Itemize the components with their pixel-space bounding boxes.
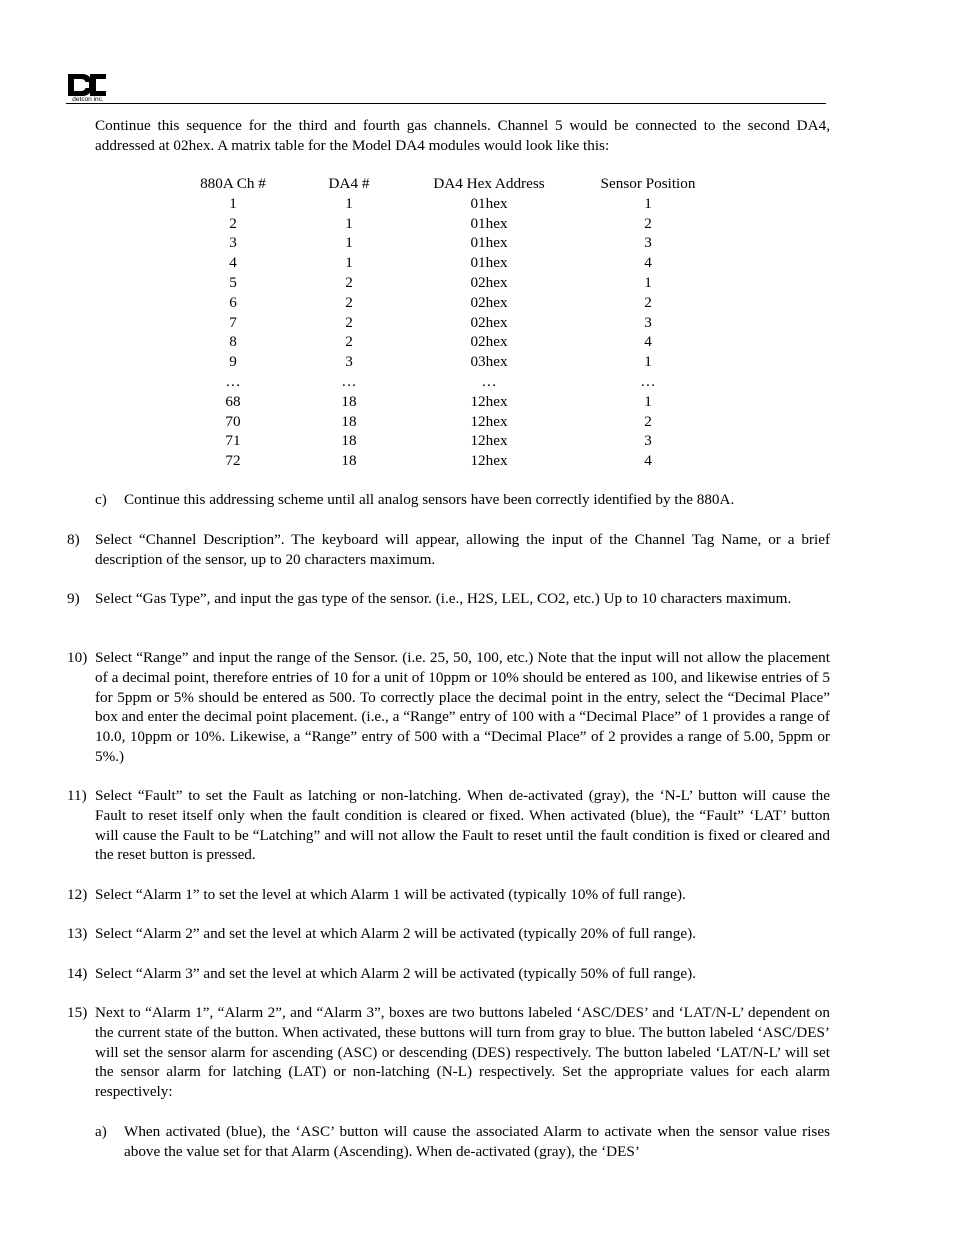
item-number: 11) (67, 787, 87, 804)
table-cell: 2 (229, 214, 237, 232)
item-text: Select “Gas Type”, and input the gas type of the sensor. (i.e., H2S, LEL, CO2, etc.) Up to 10 characters maximum. (95, 590, 792, 607)
table-header-row (178, 174, 728, 194)
table-cell: 01hex (470, 214, 508, 232)
table-cell: 12hex (470, 412, 508, 430)
intro-paragraph: Continue this sequence for the third and fourth gas channels. Channel 5 would be connected to the second DA4, addressed at 02hex. A matrix table for the Model DA4 modules would look like this: (95, 117, 830, 154)
table-cell: … (481, 372, 497, 390)
item-number: 13) (67, 925, 88, 942)
list-item-12 (67, 885, 830, 905)
item-text: Continue this addressing scheme until all analog sensors have been correctly identified by the 880A. (124, 491, 735, 508)
item-number: 9) (67, 590, 80, 607)
table-cell: 1 (345, 234, 353, 252)
item-text: Select “Alarm 3” and set the level at which Alarm 2 will be activated (typically 50% of full range). (95, 965, 696, 982)
table-cell: 8 (229, 333, 237, 351)
table-cell: 3 (644, 234, 652, 252)
table-row (178, 253, 728, 273)
table-cell: 2 (345, 273, 353, 291)
item-number: 8) (67, 531, 80, 548)
table-cell: 18 (341, 432, 357, 450)
table-cell: 12hex (470, 392, 508, 410)
table-body (178, 194, 728, 471)
table-cell: 5 (229, 273, 237, 291)
table-cell: 72 (225, 452, 241, 470)
table-row (178, 372, 728, 392)
item-text: Select “Channel Description”. The keyboard will appear, allowing the input of the Channel Tag Name, or a brief description of the sensor, up to 20 characters maximum. (95, 531, 830, 568)
table-row (178, 332, 728, 352)
table-cell: 18 (341, 412, 357, 430)
table-cell: 01hex (470, 194, 508, 212)
table-cell: 9 (229, 353, 237, 371)
list-item-a (95, 1122, 830, 1162)
table-cell: 12hex (470, 432, 508, 450)
item-number: 10) (67, 649, 88, 666)
table-cell: 2 (345, 293, 353, 311)
item-text: Next to “Alarm 1”, “Alarm 2”, and “Alarm 3”, boxes are two buttons labeled ‘ASC/DES’ and ‘LAT/N-L’ dependent on the current state of the button. When activated, these buttons will turn from gray to blue. The button labeled ‘ASC/DES’ will set the sensor alarm for ascending (ASC) or descending (DES) respectively. The button labeled ‘LAT/N-L’ will set the sensor alarm for latching (LAT) or non-latching (N-L) respectively. Set the appropriate values for each alarm respectively: (95, 1004, 830, 1101)
table-row (178, 233, 728, 253)
table-cell: 2 (644, 214, 652, 232)
table-cell: 02hex (470, 313, 508, 331)
table-cell: 4 (229, 254, 237, 272)
table-row (178, 392, 728, 412)
table-cell: 1 (644, 273, 652, 291)
table-row (178, 352, 728, 372)
item-number: c) (95, 491, 107, 508)
table-cell: 4 (644, 254, 652, 272)
table-cell: 70 (225, 412, 241, 430)
list-item-8 (67, 530, 830, 570)
table-cell: 3 (644, 313, 652, 331)
table-cell: 03hex (470, 353, 508, 371)
column-header: 880A Ch # (200, 175, 266, 192)
table-cell: 68 (225, 392, 241, 410)
table-cell: 2 (644, 412, 652, 430)
table-row (178, 451, 728, 471)
table-cell: … (341, 372, 357, 390)
item-text: Select “Fault” to set the Fault as latching or non-latching. When de-activated (gray), the ‘N-L’ button will cause the Fault to reset itself only when the fault condition is cleared or fixed. When activated (blue), the “Fault” ‘LAT’ button will cause the Fault to be “Latching” and will not allow the Fault to reset until the fault condition is fixed or cleared and the reset button is pressed. (95, 787, 830, 864)
table-cell: 1 (345, 194, 353, 212)
table-cell: 1 (644, 194, 652, 212)
table-cell: 18 (341, 452, 357, 470)
table-cell: 02hex (470, 293, 508, 311)
list-item-c (95, 490, 830, 510)
table-row (178, 214, 728, 234)
table-row (178, 313, 728, 333)
item-text: When activated (blue), the ‘ASC’ button will cause the associated Alarm to activate when the sensor value rises above the value set for that Alarm (Ascending). When de-activated (gray), the ‘DES’ (124, 1123, 830, 1160)
list-item-11 (67, 786, 830, 865)
item-number: 12) (67, 886, 88, 903)
item-text: Select “Alarm 2” and set the level at which Alarm 2 will be activated (typically 20% of full range). (95, 925, 696, 942)
table-cell: 02hex (470, 333, 508, 351)
table-row (178, 431, 728, 451)
table-cell: 71 (225, 432, 241, 450)
table-cell: 1 (229, 194, 237, 212)
table-row (178, 293, 728, 313)
table-cell: 01hex (470, 234, 508, 252)
column-header: Sensor Position (600, 175, 696, 192)
list-item-13 (67, 924, 830, 944)
table-row (178, 273, 728, 293)
table-cell: 1 (345, 214, 353, 232)
table-cell: 02hex (470, 273, 508, 291)
table-cell: 1 (644, 392, 652, 410)
table-cell: 2 (345, 313, 353, 331)
table-cell: … (225, 372, 241, 390)
item-number: 15) (67, 1004, 88, 1021)
table-cell: 7 (229, 313, 237, 331)
list-item-14 (67, 964, 830, 984)
table-cell: 3 (644, 432, 652, 450)
item-number: 14) (67, 965, 88, 982)
list-item-9 (67, 589, 830, 609)
table-cell: 01hex (470, 254, 508, 272)
table-cell: 1 (345, 254, 353, 272)
table-cell: … (640, 372, 656, 390)
item-text: Select “Alarm 1” to set the level at which Alarm 1 will be activated (typically 10% of full range). (95, 886, 686, 903)
table-cell: 1 (644, 353, 652, 371)
list-item-10 (67, 648, 830, 767)
column-header: DA4 Hex Address (433, 175, 545, 192)
table-cell: 18 (341, 392, 357, 410)
list-item-15 (67, 1003, 830, 1102)
table-cell: 3 (229, 234, 237, 252)
table-cell: 4 (644, 452, 652, 470)
table-cell: 2 (644, 293, 652, 311)
item-text: Select “Range” and input the range of the Sensor. (i.e. 25, 50, 100, etc.) Note that the input will not allow the placement of a decimal point, therefore entries of 10 for a unit of 10ppm or 10% should be entered as 100, and likewise entries of 5 for 5ppm or 5% should be entered as 500. To correctly place the decimal point in the entry, select the “Decimal Place” box and enter the decimal point placement. (i.e., a “Range” entry of 100 with a “Decimal Place” of 1 provides a range of 10.0, 10ppm or 10%. Likewise, a “Range” entry of 500 with a “Decimal Place” of 2 provides a range of 5.00, 5ppm or 5%.) (95, 649, 830, 765)
table-cell: 3 (345, 353, 353, 371)
table-cell: 4 (644, 333, 652, 351)
column-header: DA4 # (328, 175, 370, 192)
logo-caption: detcon inc. (72, 96, 104, 103)
header-rule (66, 103, 826, 104)
table-row (178, 412, 728, 432)
table-cell: 6 (229, 293, 237, 311)
table-row (178, 194, 728, 214)
item-number: a) (95, 1123, 107, 1140)
table-cell: 2 (345, 333, 353, 351)
da4-matrix-table (178, 174, 728, 471)
table-cell: 12hex (470, 452, 508, 470)
